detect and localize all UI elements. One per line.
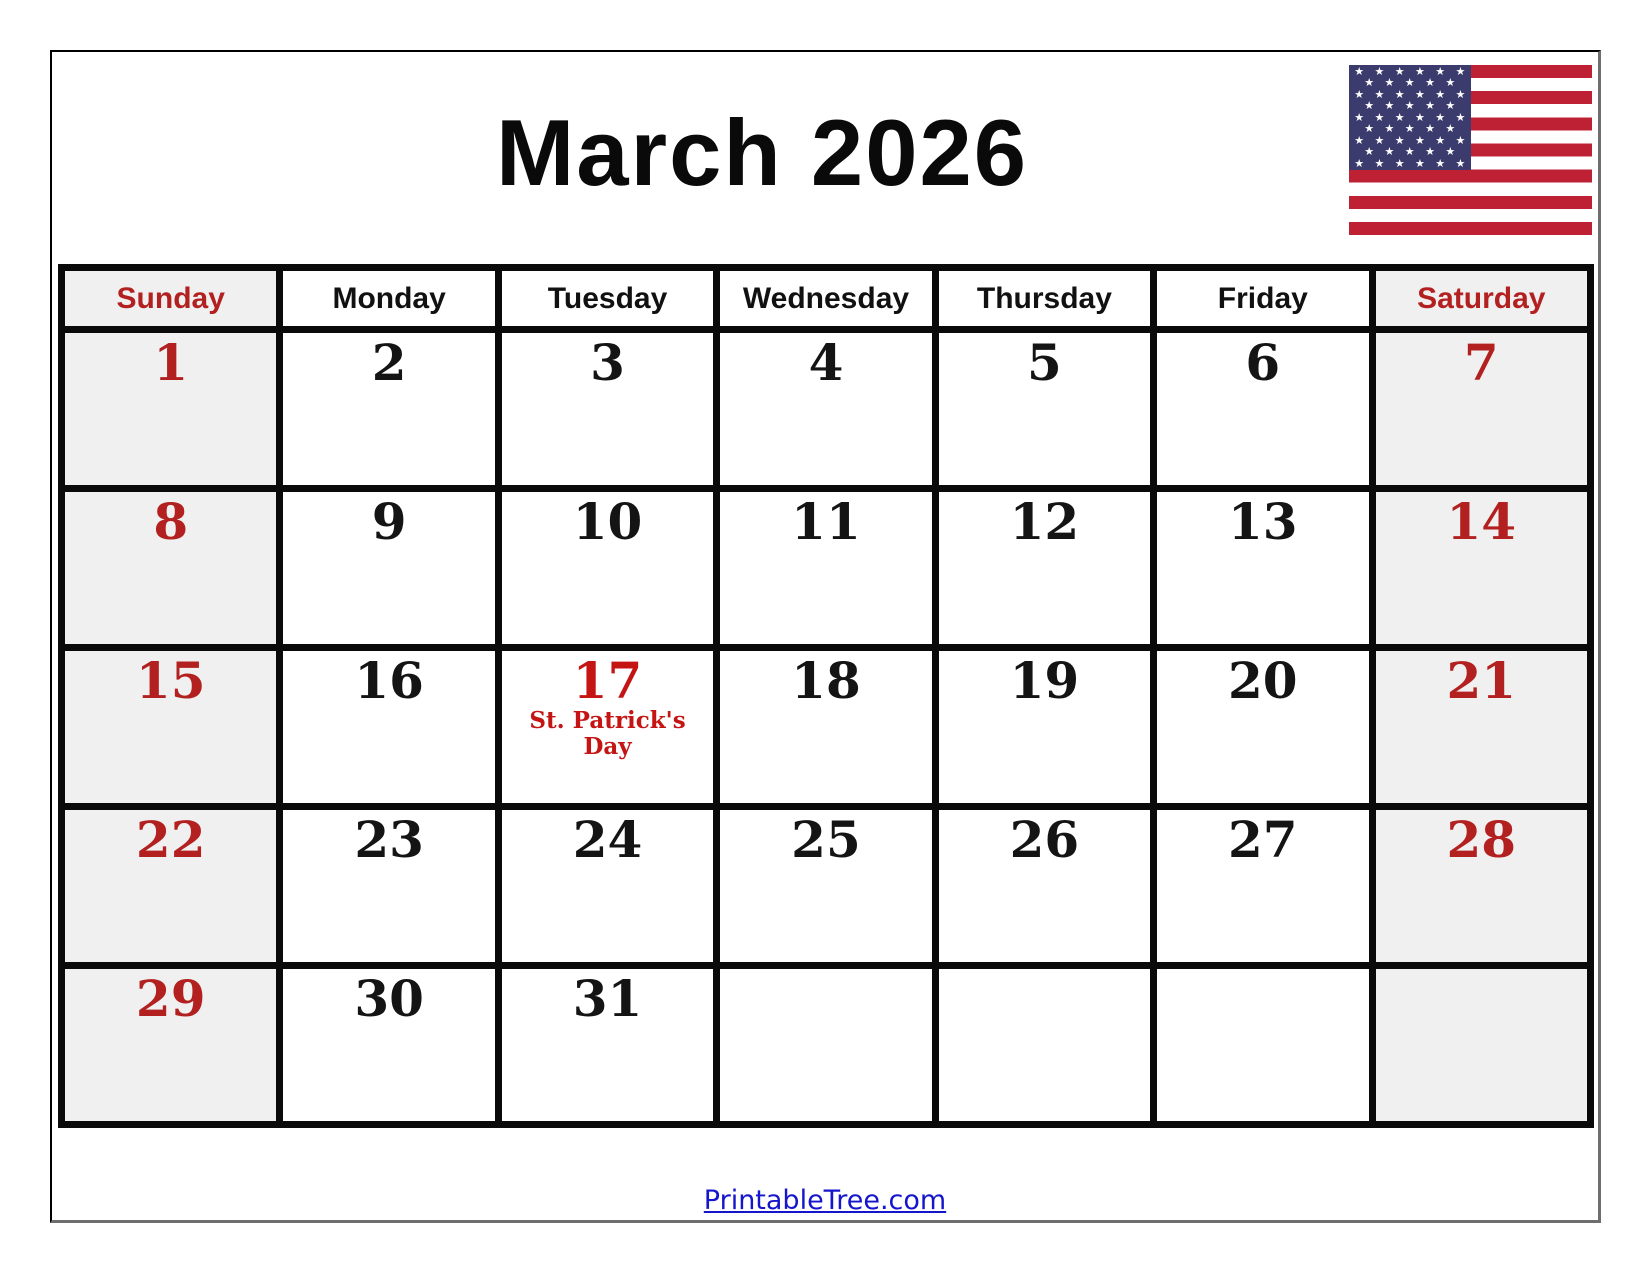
day-header-sunday: Sunday — [62, 268, 280, 330]
star-icon: ★ — [1394, 88, 1405, 101]
day-cell-24 — [498, 807, 716, 966]
flag-star-row — [1349, 136, 1471, 146]
day-cell-26 — [935, 807, 1153, 966]
day-cell-15 — [62, 648, 280, 807]
day-number: 28 — [1446, 810, 1517, 869]
day-cell-2 — [280, 330, 498, 489]
star-icon: ★ — [1404, 123, 1415, 136]
day-number: 11 — [791, 492, 861, 551]
day-cell-16 — [280, 648, 498, 807]
star-icon: ★ — [1384, 77, 1395, 90]
flag-star-row — [1349, 159, 1471, 169]
day-cell-13 — [1154, 489, 1372, 648]
flag-star-row — [1349, 67, 1471, 77]
calendar-week-row — [62, 966, 1591, 1125]
day-cell-7 — [1372, 330, 1590, 489]
flag-star-row — [1349, 113, 1471, 123]
day-cell-29 — [62, 966, 280, 1125]
day-cell-1 — [62, 330, 280, 489]
star-icon: ★ — [1414, 65, 1425, 78]
day-cell-5 — [935, 330, 1153, 489]
star-icon: ★ — [1435, 157, 1446, 170]
star-icon: ★ — [1455, 65, 1466, 78]
day-header-tuesday: Tuesday — [498, 268, 716, 330]
star-icon: ★ — [1394, 111, 1405, 124]
star-icon: ★ — [1394, 134, 1405, 147]
day-cell-27 — [1154, 807, 1372, 966]
footer-link[interactable]: PrintableTree.com — [703, 1185, 947, 1216]
day-number: 8 — [153, 492, 189, 551]
calendar-grid — [58, 264, 1594, 1128]
day-cell-8 — [62, 489, 280, 648]
star-icon: ★ — [1414, 88, 1425, 101]
day-number: 21 — [1446, 651, 1517, 710]
day-number: 10 — [572, 492, 643, 551]
day-number: 23 — [354, 810, 424, 869]
flag-canton — [1349, 65, 1471, 170]
day-number: 31 — [572, 969, 643, 1028]
day-number: 2 — [371, 333, 407, 392]
star-icon: ★ — [1384, 123, 1395, 136]
day-cell-21 — [1372, 648, 1590, 807]
star-icon: ★ — [1404, 77, 1415, 90]
day-cell-25 — [717, 807, 935, 966]
flag-star-row — [1349, 101, 1471, 111]
star-icon: ★ — [1445, 123, 1456, 136]
calendar-week-row — [62, 489, 1591, 648]
day-number: 14 — [1446, 492, 1517, 551]
day-cell-6 — [1154, 330, 1372, 489]
star-icon: ★ — [1435, 134, 1446, 147]
star-icon: ★ — [1435, 65, 1446, 78]
day-cell-3 — [498, 330, 716, 489]
star-icon: ★ — [1414, 111, 1425, 124]
day-cell-20 — [1154, 648, 1372, 807]
star-icon: ★ — [1374, 88, 1385, 101]
star-icon: ★ — [1394, 65, 1405, 78]
day-header-saturday: Saturday — [1372, 268, 1590, 330]
day-cell-17 — [498, 648, 716, 807]
star-icon: ★ — [1435, 111, 1446, 124]
star-icon: ★ — [1425, 123, 1435, 136]
day-number: 18 — [791, 651, 861, 710]
star-icon: ★ — [1404, 100, 1415, 113]
star-icon: ★ — [1374, 111, 1385, 124]
day-cell-12 — [935, 489, 1153, 648]
star-icon: ★ — [1354, 134, 1365, 147]
day-cell-31 — [498, 966, 716, 1125]
day-number: 12 — [1009, 492, 1080, 551]
star-icon: ★ — [1354, 65, 1365, 78]
star-icon: ★ — [1374, 134, 1385, 147]
star-icon: ★ — [1455, 88, 1466, 101]
day-header-friday: Friday — [1154, 268, 1372, 330]
us-flag-icon — [1349, 65, 1592, 235]
day-number: 4 — [808, 333, 844, 392]
star-icon: ★ — [1384, 146, 1395, 159]
flag-star-row — [1349, 147, 1471, 157]
holiday-label: St. Patrick's Day — [529, 707, 686, 761]
star-icon: ★ — [1435, 88, 1446, 101]
star-icon: ★ — [1374, 65, 1385, 78]
day-number: 20 — [1228, 651, 1298, 710]
star-icon: ★ — [1364, 123, 1375, 136]
calendar-week-row — [62, 330, 1591, 489]
star-icon: ★ — [1445, 146, 1456, 159]
flag-star-row — [1349, 78, 1471, 88]
calendar-page — [50, 50, 1601, 1223]
star-icon: ★ — [1425, 77, 1435, 90]
day-cell-14 — [1372, 489, 1590, 648]
star-icon: ★ — [1404, 146, 1415, 159]
day-number: 22 — [135, 810, 206, 869]
day-number: 6 — [1245, 333, 1281, 392]
star-icon: ★ — [1384, 100, 1395, 113]
day-cell-11 — [717, 489, 935, 648]
star-icon: ★ — [1364, 77, 1375, 90]
empty-day-cell — [1154, 966, 1372, 1125]
star-icon: ★ — [1354, 88, 1365, 101]
star-icon: ★ — [1455, 157, 1466, 170]
day-number: 7 — [1463, 333, 1499, 392]
day-number: 27 — [1228, 810, 1298, 869]
empty-day-cell — [935, 966, 1153, 1125]
day-number: 5 — [1027, 333, 1062, 392]
star-icon: ★ — [1445, 77, 1456, 90]
flag-star-row — [1349, 124, 1471, 134]
day-cell-30 — [280, 966, 498, 1125]
day-number: 9 — [371, 492, 407, 551]
star-icon: ★ — [1455, 134, 1466, 147]
day-number: 26 — [1009, 810, 1080, 869]
day-cell-22 — [62, 807, 280, 966]
empty-day-cell — [717, 966, 935, 1125]
star-icon: ★ — [1425, 100, 1435, 113]
star-icon: ★ — [1455, 111, 1466, 124]
day-cell-9 — [280, 489, 498, 648]
day-number: 3 — [590, 333, 625, 392]
day-number: 19 — [1009, 651, 1080, 710]
calendar-week-row — [62, 648, 1591, 807]
day-header-monday: Monday — [280, 268, 498, 330]
star-icon: ★ — [1374, 157, 1385, 170]
day-number: 1 — [153, 333, 189, 392]
empty-day-cell — [1372, 966, 1590, 1125]
calendar-week-row — [62, 807, 1591, 966]
flag-star-row — [1349, 90, 1471, 100]
day-number: 25 — [791, 810, 861, 869]
day-cell-23 — [280, 807, 498, 966]
day-number: 16 — [354, 651, 424, 710]
weekday-header-row — [62, 268, 1591, 330]
star-icon: ★ — [1414, 134, 1425, 147]
day-number: 15 — [135, 651, 206, 710]
star-icon: ★ — [1394, 157, 1405, 170]
day-cell-4 — [717, 330, 935, 489]
day-cell-19 — [935, 648, 1153, 807]
day-number: 24 — [572, 810, 643, 869]
day-cell-18 — [717, 648, 935, 807]
day-number: 13 — [1228, 492, 1298, 551]
star-icon: ★ — [1354, 157, 1365, 170]
day-cell-28 — [1372, 807, 1590, 966]
star-icon: ★ — [1364, 100, 1375, 113]
day-number: 17 — [572, 651, 643, 710]
day-header-wednesday: Wednesday — [717, 268, 935, 330]
footer — [52, 1185, 1598, 1216]
star-icon: ★ — [1445, 100, 1456, 113]
page-title: March 2026 — [495, 100, 1029, 205]
star-icon: ★ — [1425, 146, 1435, 159]
day-header-thursday: Thursday — [935, 268, 1153, 330]
day-number: 30 — [354, 969, 424, 1028]
star-icon: ★ — [1414, 157, 1425, 170]
day-number: 29 — [135, 969, 206, 1028]
star-icon: ★ — [1354, 111, 1365, 124]
day-cell-10 — [498, 489, 716, 648]
calendar-body — [62, 330, 1591, 1125]
star-icon: ★ — [1364, 146, 1375, 159]
